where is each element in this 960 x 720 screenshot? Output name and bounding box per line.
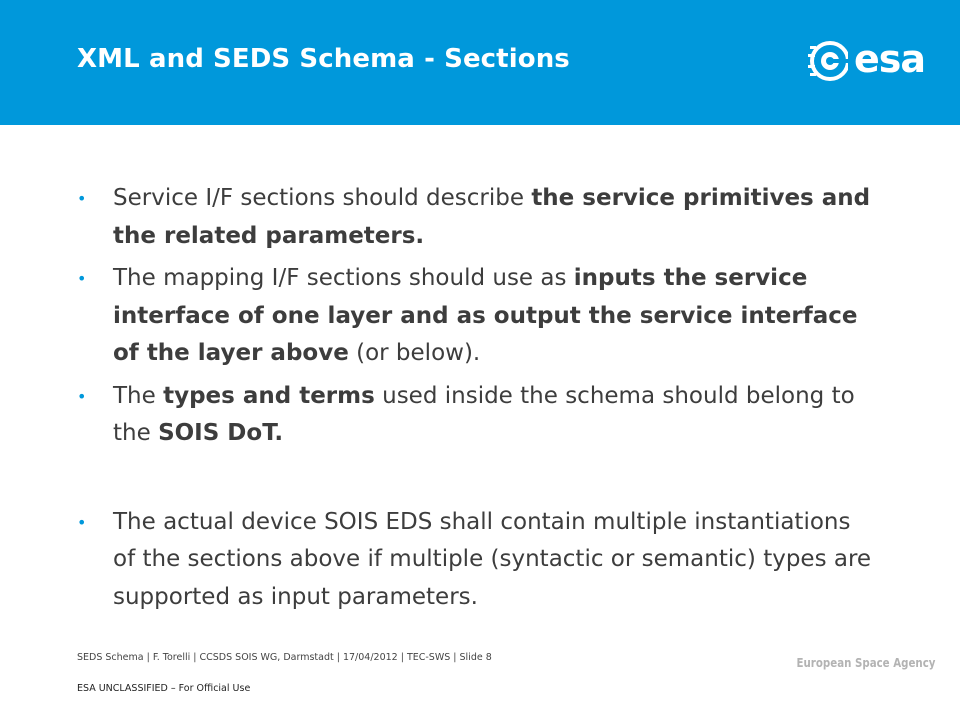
footer-classification: ESA UNCLASSIFIED – For Official Use (77, 683, 251, 694)
title-bar (0, 0, 960, 125)
bullet-list (77, 180, 877, 621)
bullet-text: Service I/F sections should describe (113, 185, 532, 211)
bullet-text-bold: types and terms (163, 382, 375, 409)
footer-agency-name: European Space Agency (796, 655, 935, 670)
bullet-dot-icon: • (77, 269, 87, 288)
bullet-text-bold: inputs the service interface of one layer and as output the service interface of the layer above (113, 265, 858, 366)
esa-globe-icon (808, 38, 848, 84)
bullet-item (77, 378, 877, 453)
bullet-text: The (113, 382, 164, 409)
bullet-dot-icon: • (77, 512, 87, 532)
bullet-item (77, 180, 877, 255)
bullet-item (77, 504, 877, 617)
bullet-text: The actual device SOIS EDS shall contain multiple instantiations of the sections above if multiple (syntactic or semantic) types are supported as input parameters. (113, 508, 872, 610)
slide-title: XML and SEDS Schema - Sections (77, 44, 570, 74)
esa-logo-text: esa (854, 37, 926, 81)
bullet-text-bold: SOIS DoT. (158, 420, 284, 446)
footer-info: SEDS Schema | F. Torelli | CCSDS SOIS WG, Darmstadt | 17/04/2012 | TEC-SWS | Slide 8 (77, 652, 492, 663)
bullet-item (77, 260, 877, 373)
bullet-text: (or below). (348, 340, 481, 366)
esa-logo (808, 36, 938, 86)
bullet-dot-icon: • (77, 386, 87, 406)
bullet-dot-icon: • (77, 189, 87, 208)
bullet-text-bold: the service primitives and the related parameters. (113, 185, 871, 249)
bullet-text: used inside the schema should belong to the (113, 382, 855, 446)
bullet-text: The mapping I/F sections should use as (113, 265, 574, 291)
